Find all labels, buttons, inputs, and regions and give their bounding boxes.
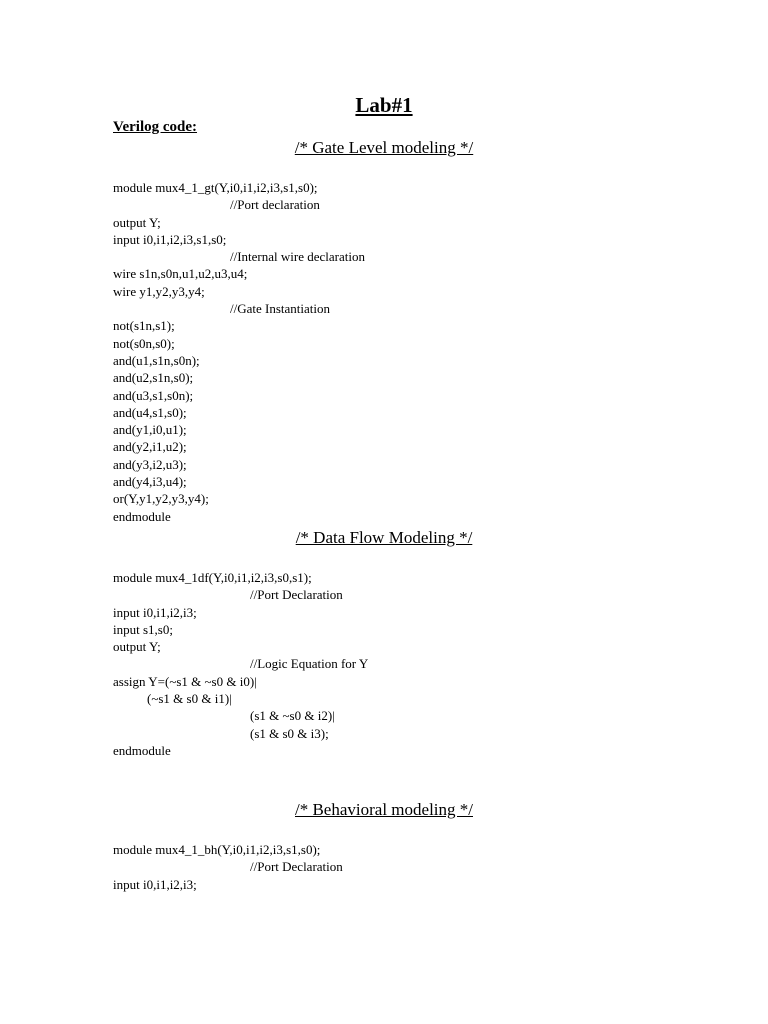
code-comment: //Port Declaration: [250, 859, 343, 875]
code-line: and(u3,s1,s0n);: [113, 387, 194, 403]
code-line: and(y1,i0,u1);: [113, 422, 187, 438]
page-title: Lab#1: [355, 93, 413, 117]
verilog-code-subtitle: Verilog code:: [113, 119, 198, 135]
code-line: not(s0n,s0);: [113, 335, 175, 351]
code-line: and(u4,s1,s0);: [113, 404, 187, 420]
code-line: not(s1n,s1);: [113, 318, 175, 334]
code-line: input i0,i1,i2,i3;: [113, 876, 197, 892]
code-line: assign Y=(~s1 & ~s0 & i0)|: [113, 673, 257, 689]
code-line: (s1 & ~s0 & i2)|: [250, 708, 335, 724]
code-line: input s1,s0;: [113, 621, 173, 637]
code-comment: //Port declaration: [230, 197, 320, 213]
code-line: endmodule: [113, 742, 171, 758]
code-line: output Y;: [113, 214, 161, 230]
data-flow-heading: /* Data Flow Modeling */: [295, 528, 473, 547]
code-line: (s1 & s0 & i3);: [250, 725, 329, 741]
code-line: wire y1,y2,y3,y4;: [113, 283, 205, 299]
code-line: input i0,i1,i2,i3;: [113, 604, 197, 620]
code-comment: //Internal wire declaration: [230, 249, 365, 265]
code-line: and(y3,i2,u3);: [113, 456, 187, 472]
code-comment: //Port Declaration: [250, 587, 343, 603]
code-line: wire s1n,s0n,u1,u2,u3,u4;: [113, 266, 248, 282]
code-comment: //Logic Equation for Y: [250, 656, 369, 672]
behavioral-heading: /* Behavioral modeling */: [295, 800, 473, 819]
code-line: input i0,i1,i2,i3,s1,s0;: [113, 231, 227, 247]
code-line: module mux4_1df(Y,i0,i1,i2,i3,s0,s1);: [113, 570, 312, 585]
gate-level-code: [113, 179, 673, 525]
data-flow-code: [113, 569, 673, 759]
code-line: and(y4,i3,u4);: [113, 474, 187, 490]
gate-level-heading: /* Gate Level modeling */: [294, 138, 474, 157]
code-line: endmodule: [113, 508, 171, 524]
code-line: and(y2,i1,u2);: [113, 439, 187, 455]
code-comment: //Gate Instantiation: [230, 301, 331, 317]
code-line: or(Y,y1,y2,y3,y4);: [113, 491, 209, 507]
code-line: module mux4_1_gt(Y,i0,i1,i2,i3,s1,s0);: [113, 180, 318, 195]
code-line: and(u2,s1n,s0);: [113, 370, 194, 386]
behavioral-code: [113, 841, 673, 893]
code-line: and(u1,s1n,s0n);: [113, 352, 200, 368]
code-line: module mux4_1_bh(Y,i0,i1,i2,i3,s1,s0);: [113, 842, 321, 857]
code-line: (~s1 & s0 & i1)|: [147, 691, 232, 707]
code-line: output Y;: [113, 639, 161, 655]
